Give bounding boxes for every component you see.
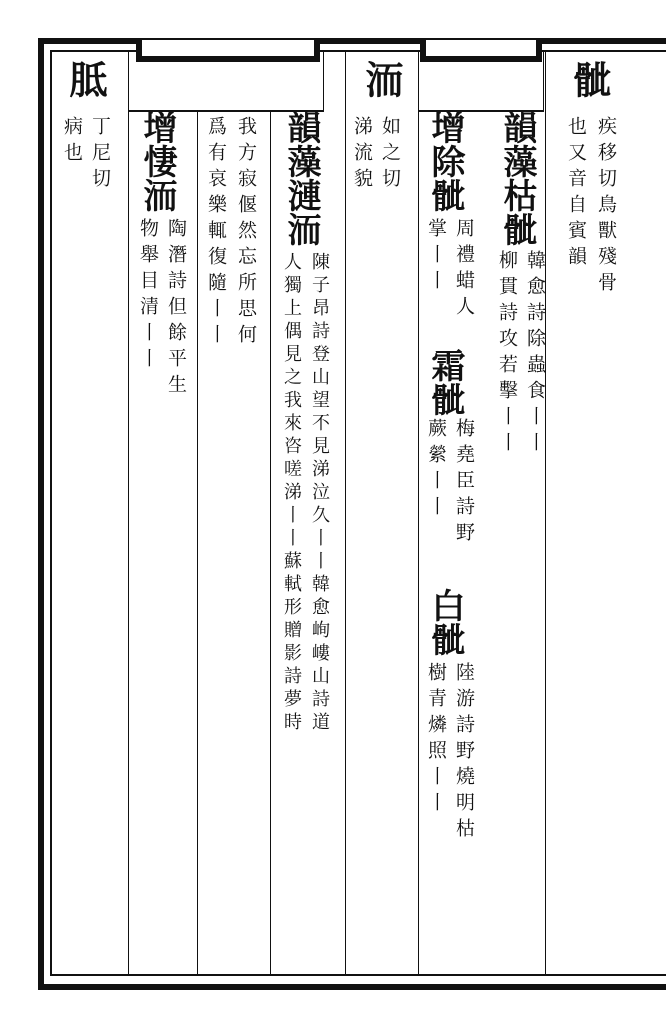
quote-line: 爲有哀樂輒復隨丨丨 <box>205 116 227 350</box>
gloss-line: 疾移切鳥獸殘骨 <box>595 116 617 298</box>
header-notch <box>420 40 542 62</box>
compound-char: 骴 <box>497 212 537 246</box>
compound-char: 漣 <box>281 178 321 212</box>
quote-line: 陶潛詩但餘平生 <box>165 218 187 400</box>
category-mark: 增 <box>137 110 177 144</box>
compound-char: 骴 <box>425 178 465 212</box>
quote-line: 物舉目清丨丨 <box>137 218 159 374</box>
headword: 洏 <box>359 60 404 100</box>
quote-line: 蕨縈丨丨 <box>425 418 447 522</box>
gloss-line: 如之切 <box>379 116 401 194</box>
compound-char: 骴 <box>425 382 465 416</box>
compound-char: 洏 <box>281 212 321 246</box>
quote-line: 人獨上偶見之我來咨嗟涕丨丨蘇軾形贈影詩夢時 <box>281 252 302 735</box>
column-divider <box>545 50 546 976</box>
compound-char: 霜 <box>425 348 465 382</box>
column-divider <box>418 50 419 976</box>
gloss-line: 也又音自賓韻 <box>565 116 587 272</box>
compound-char: 洏 <box>137 178 177 212</box>
column-divider <box>197 112 198 976</box>
quote-line: 陳子昂詩登山望不見涕泣久丨丨韓愈峋嶁山詩道 <box>309 252 330 735</box>
header-notch <box>136 40 320 62</box>
gloss-line: 丁尼切 <box>89 116 111 194</box>
gloss-line: 病也 <box>61 116 83 168</box>
quote-line: 陸游詩野燒明枯 <box>453 662 475 844</box>
compound-char: 除 <box>425 144 465 178</box>
quote-line: 韓愈詩除蟲食丨丨 <box>524 250 546 458</box>
quote-line: 我方寂偃然忘所思何 <box>235 116 257 350</box>
column-divider <box>270 112 271 976</box>
gloss-line: 涕流貌 <box>351 116 373 194</box>
compound-char: 枯 <box>497 178 537 212</box>
quote-line: 柳貫詩攻若擊丨丨 <box>496 250 518 458</box>
quote-line: 周禮蜡人 <box>453 218 475 322</box>
quote-line: 掌丨丨 <box>425 218 447 296</box>
category-mark: 韻藻 <box>281 110 321 178</box>
category-mark: 增 <box>425 110 465 144</box>
category-mark: 韻藻 <box>497 110 537 178</box>
column-divider <box>345 50 346 976</box>
headword: 胝 <box>63 60 108 100</box>
headword: 骴 <box>567 60 612 100</box>
compound-char: 骴 <box>425 622 465 656</box>
quote-line: 樹青燐照丨丨 <box>425 662 447 818</box>
quote-line: 梅堯臣詩野 <box>453 418 475 548</box>
compound-char: 悽 <box>137 144 177 178</box>
column-divider <box>128 50 129 976</box>
compound-char: 白 <box>425 588 465 622</box>
